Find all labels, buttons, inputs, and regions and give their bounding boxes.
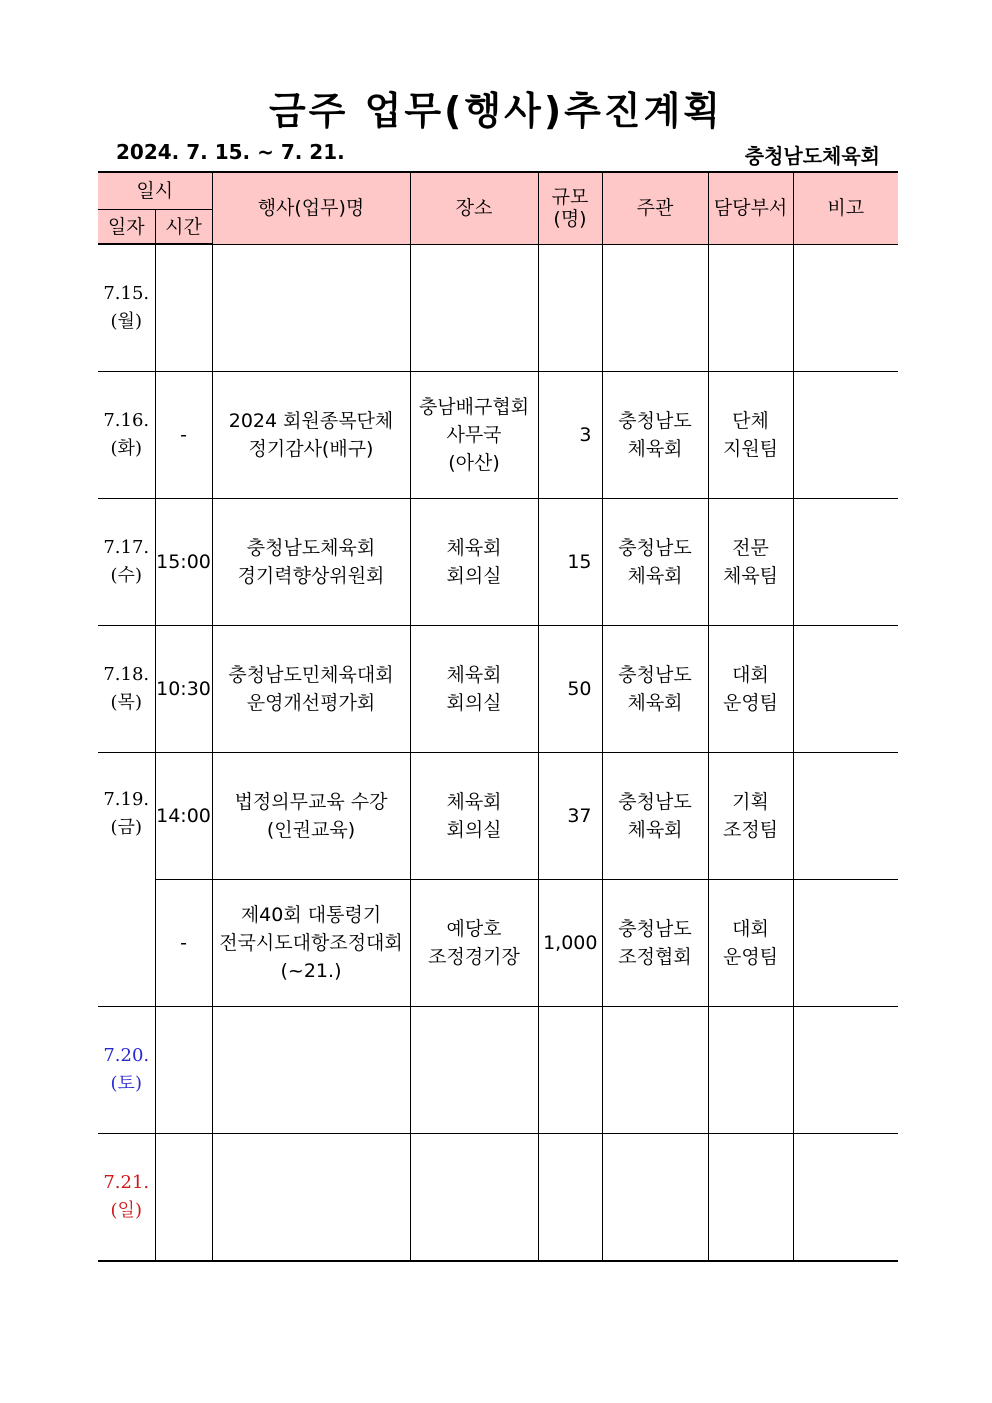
table-row (98, 499, 898, 626)
date-cell (98, 372, 155, 499)
place-line: 조정경기장 (428, 946, 520, 968)
weekday-label: (목) (110, 692, 142, 713)
event-line: 경기력향상위원회 (237, 565, 385, 587)
host-line: 충청남도 (618, 537, 692, 559)
table-row (98, 1134, 898, 1262)
host-line: 충청남도 (618, 664, 692, 686)
dept-line: 대회 (732, 664, 769, 686)
host-line: 조정협회 (618, 946, 692, 968)
scale-cell: 50 (538, 626, 602, 753)
note-cell (793, 1134, 898, 1262)
event-line: (인권교육) (266, 819, 356, 841)
host-line: 충청남도 (618, 410, 692, 432)
host-line: 체육회 (627, 438, 683, 460)
header-event: 행사(업무)명 (212, 172, 410, 244)
note-cell (793, 244, 898, 372)
place-cell (410, 1007, 538, 1134)
dept-line: 기획 (732, 791, 769, 813)
place-line: 체육회 (446, 791, 502, 813)
place-line: 회의실 (446, 565, 502, 587)
time-cell (155, 1007, 212, 1134)
host-cell (602, 880, 708, 1007)
place-line: 충남배구협회 (418, 396, 530, 418)
date-label: 7.15. (103, 283, 150, 304)
header-dept: 담당부서 (708, 172, 793, 244)
time-cell: - (155, 372, 212, 499)
dept-line: 운영팀 (722, 692, 779, 714)
dept-line: 운영팀 (722, 946, 779, 968)
place-cell (410, 372, 538, 499)
header-date: 일자 (98, 210, 155, 245)
date-cell (98, 1007, 155, 1134)
place-cell (410, 1134, 538, 1262)
note-cell (793, 1007, 898, 1134)
event-cell (212, 880, 410, 1007)
date-cell (98, 626, 155, 753)
weekday-label: (수) (110, 565, 142, 586)
place-line: 회의실 (446, 819, 502, 841)
scale-cell: 37 (538, 753, 602, 880)
event-line: 운영개선평가회 (246, 692, 376, 714)
event-line: 전국시도대항조정대회 (219, 932, 403, 954)
place-cell (410, 880, 538, 1007)
dept-line: 전문 (732, 537, 769, 559)
host-line: 체육회 (627, 692, 683, 714)
time-cell: 15:00 (155, 499, 212, 626)
host-cell (602, 753, 708, 880)
scale-cell: 3 (538, 372, 602, 499)
place-cell (410, 753, 538, 880)
dept-line: 단체 (732, 410, 769, 432)
place-line: 체육회 (446, 537, 502, 559)
weekday-label: (화) (110, 438, 142, 459)
event-line: 정기감사(배구) (248, 438, 374, 460)
time-cell (155, 1134, 212, 1262)
place-cell (410, 499, 538, 626)
note-cell (793, 880, 898, 1007)
event-line: 충청남도체육회 (246, 537, 376, 559)
date-cell (98, 244, 155, 372)
dept-cell (708, 1134, 793, 1262)
dept-cell (708, 244, 793, 372)
time-cell (155, 244, 212, 372)
host-line: 체육회 (627, 819, 683, 841)
event-cell (212, 626, 410, 753)
scale-cell (538, 244, 602, 372)
event-cell (212, 499, 410, 626)
dept-cell (708, 626, 793, 753)
table-row (98, 372, 898, 499)
place-line: 사무국 (446, 424, 502, 446)
weekday-label: (일) (110, 1200, 142, 1221)
host-cell (602, 1007, 708, 1134)
date-cell (98, 1134, 155, 1262)
place-line: 체육회 (446, 664, 502, 686)
place-line: 회의실 (446, 692, 502, 714)
date-label: 7.20. (103, 1045, 150, 1066)
date-label: 7.19. (103, 789, 150, 810)
event-cell (212, 1007, 410, 1134)
place-line: 예당호 (446, 918, 502, 940)
dept-cell (708, 372, 793, 499)
event-cell (212, 1134, 410, 1262)
table-row (98, 626, 898, 753)
dept-cell (708, 499, 793, 626)
date-label: 7.21. (103, 1172, 150, 1193)
dept-cell (708, 880, 793, 1007)
header-place: 장소 (410, 172, 538, 244)
weekday-label: (금) (110, 817, 142, 838)
scale-cell: 15 (538, 499, 602, 626)
event-line: 2024 회원종목단체 (228, 410, 394, 432)
host-line: 충청남도 (618, 791, 692, 813)
table-row (98, 1007, 898, 1134)
time-cell: - (155, 880, 212, 1007)
note-cell (793, 626, 898, 753)
header-host: 주관 (602, 172, 708, 244)
event-line: (~21.) (280, 960, 342, 982)
header-time: 시간 (155, 210, 212, 245)
event-cell (212, 753, 410, 880)
event-line: 법정의무교육 수강 (234, 791, 388, 813)
note-cell (793, 372, 898, 499)
host-cell (602, 372, 708, 499)
dept-line: 조정팀 (722, 819, 779, 841)
weekday-label: (토) (110, 1073, 142, 1094)
period-range: 2024. 7. 15. ~ 7. 21. (116, 140, 345, 164)
dept-line: 대회 (732, 918, 769, 940)
note-cell (793, 499, 898, 626)
dept-cell (708, 1007, 793, 1134)
header-scale (538, 172, 602, 244)
table-row (98, 880, 898, 1007)
place-line: (아산) (448, 452, 500, 474)
dept-line: 지원팀 (722, 438, 779, 460)
dept-line: 체육팀 (722, 565, 779, 587)
event-cell (212, 372, 410, 499)
weekday-label: (월) (110, 311, 142, 332)
time-cell: 14:00 (155, 753, 212, 880)
table-row (98, 244, 898, 372)
header-note: 비고 (793, 172, 898, 244)
host-cell (602, 244, 708, 372)
header-scale-line2: (명) (553, 208, 587, 231)
place-cell (410, 244, 538, 372)
header-scale-line1: 규모 (551, 186, 589, 209)
header-datetime: 일시 (98, 172, 212, 210)
place-cell (410, 626, 538, 753)
date-label: 7.17. (103, 537, 150, 558)
organization-name: 충청남도체육회 (744, 144, 880, 168)
scale-cell: 1,000 (538, 880, 602, 1007)
date-label: 7.18. (103, 664, 150, 685)
host-cell (602, 499, 708, 626)
host-line: 충청남도 (618, 918, 692, 940)
host-line: 체육회 (627, 565, 683, 587)
scale-cell (538, 1007, 602, 1134)
date-label: 7.16. (103, 410, 150, 431)
dept-cell (708, 753, 793, 880)
event-cell (212, 244, 410, 372)
event-line: 제40회 대통령기 (240, 904, 382, 926)
host-cell (602, 1134, 708, 1262)
date-cell (98, 753, 155, 1007)
date-cell (98, 499, 155, 626)
note-cell (793, 753, 898, 880)
table-row (98, 753, 898, 880)
host-cell (602, 626, 708, 753)
event-line: 충청남도민체육대회 (228, 664, 394, 686)
scale-cell (538, 1134, 602, 1262)
time-cell: 10:30 (155, 626, 212, 753)
page-title: 금주 업무(행사)추진계획 (268, 89, 724, 133)
schedule-table (98, 171, 898, 1262)
